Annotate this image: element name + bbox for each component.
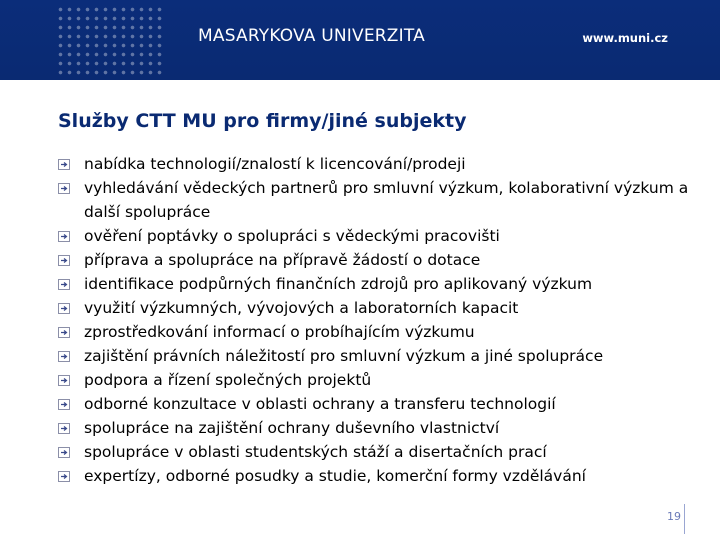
square-arrow-bullet-icon: [58, 327, 70, 338]
list-item-text: spolupráce na zajištění ochrany duševního vlastnictví: [84, 419, 500, 437]
list-item: [56, 464, 696, 488]
list-item: [56, 248, 696, 272]
list-item-text: spolupráce v oblasti studentských stáží a disertačních prací: [84, 443, 547, 461]
list-item-text: zprostředkování informací o probíhajícím výzkumu: [84, 323, 475, 341]
list-item: [56, 152, 696, 176]
header-bar: [0, 0, 720, 80]
list-item: [56, 440, 696, 464]
list-item: [56, 176, 696, 224]
list-item-text: vyhledávání vědeckých partnerů pro smluvní výzkum, kolaborativní výzkum a další spolupráce: [84, 179, 689, 221]
list-item: [56, 392, 696, 416]
square-arrow-bullet-icon: [58, 231, 70, 242]
list-item-text: identifikace podpůrných finančních zdrojů pro aplikovaný výzkum: [84, 275, 593, 293]
square-arrow-bullet-icon: [58, 255, 70, 266]
square-arrow-bullet-icon: [58, 423, 70, 434]
square-arrow-bullet-icon: [58, 447, 70, 458]
website-link[interactable]: www.muni.cz: [582, 31, 668, 45]
square-arrow-bullet-icon: [58, 159, 70, 170]
page-number: 19: [667, 510, 681, 523]
list-item: [56, 416, 696, 440]
university-name: MASARYKOVA UNIVERZITA: [198, 26, 425, 46]
square-arrow-bullet-icon: [58, 183, 70, 194]
list-item-text: odborné konzultace v oblasti ochrany a transferu technologií: [84, 395, 556, 413]
list-item-text: ověření poptávky o spolupráci s vědeckými pracovišti: [84, 227, 500, 245]
list-item-text: nabídka technologií/znalostí k licencování/prodeji: [84, 155, 466, 173]
service-list: [56, 152, 696, 488]
square-arrow-bullet-icon: [58, 279, 70, 290]
logo-dot-pattern: [56, 5, 166, 77]
list-item: [56, 320, 696, 344]
square-arrow-bullet-icon: [58, 351, 70, 362]
list-item-text: expertízy, odborné posudky a studie, komerční formy vzdělávání: [84, 467, 586, 485]
list-item: [56, 296, 696, 320]
square-arrow-bullet-icon: [58, 471, 70, 482]
page-number-divider: [684, 504, 685, 534]
list-item-text: příprava a spolupráce na přípravě žádostí o dotace: [84, 251, 481, 269]
list-item-text: podpora a řízení společných projektů: [84, 371, 372, 389]
square-arrow-bullet-icon: [58, 375, 70, 386]
square-arrow-bullet-icon: [58, 399, 70, 410]
list-item: [56, 272, 696, 296]
slide-title: Služby CTT MU pro firmy/jiné subjekty: [58, 110, 467, 132]
list-item-text: zajištění právních náležitostí pro smluvní výzkum a jiné spolupráce: [84, 347, 604, 365]
square-arrow-bullet-icon: [58, 303, 70, 314]
list-item: [56, 224, 696, 248]
list-item: [56, 368, 696, 392]
list-item-text: využití výzkumných, vývojových a laboratorních kapacit: [84, 299, 519, 317]
list-item: [56, 344, 696, 368]
